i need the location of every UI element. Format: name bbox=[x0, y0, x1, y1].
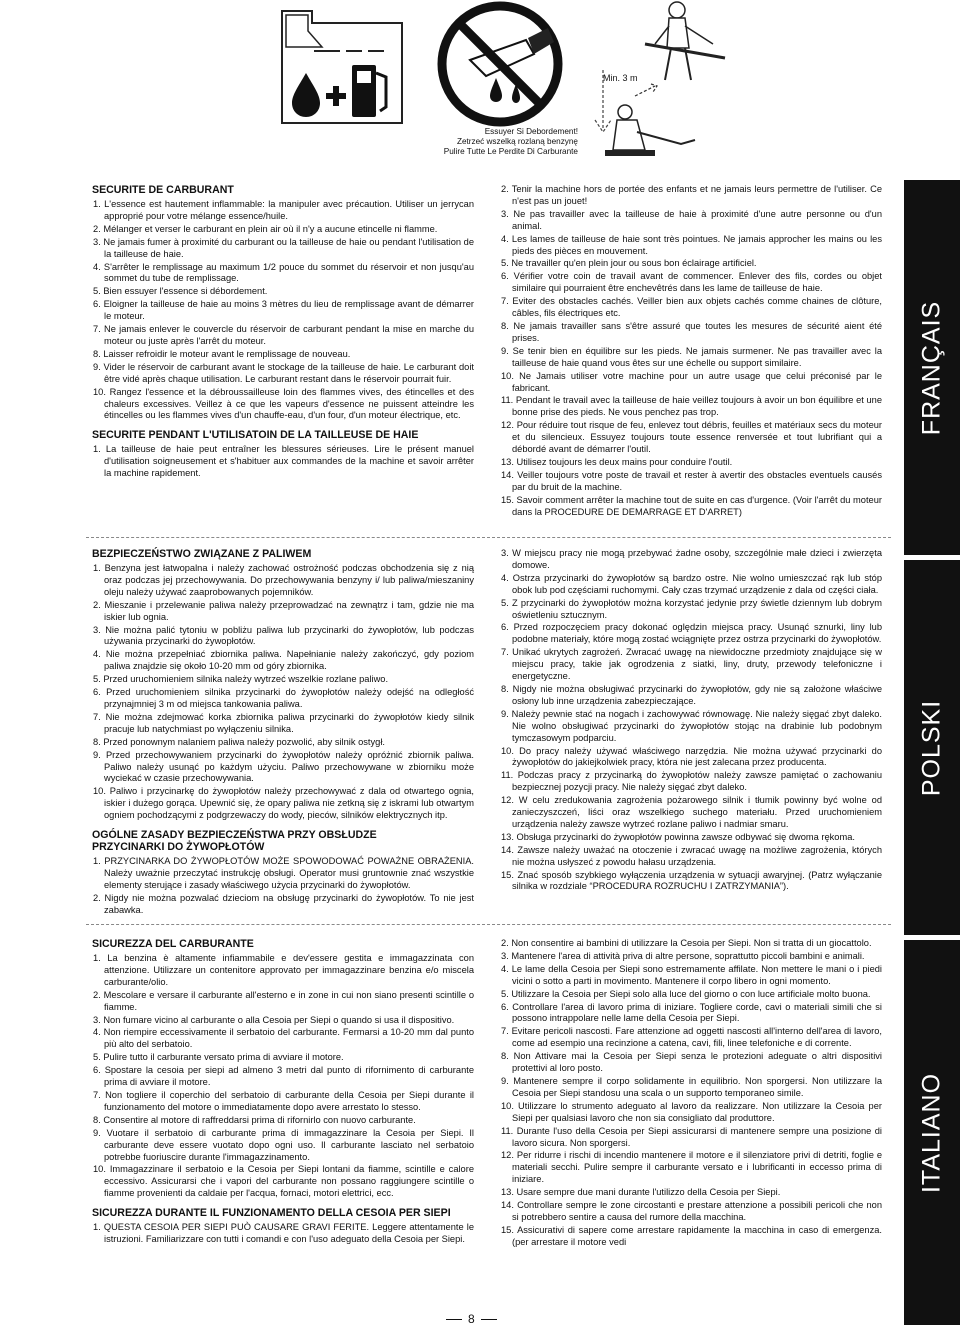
fuel-safety-heading: SECURITE DE CARBURANT bbox=[92, 184, 234, 196]
list-item: 10. Ne Jamais utiliser votre machine pour un autre usage que celui préconisé par le fabricant. bbox=[501, 370, 882, 393]
list-item: 5. Utilizzare la Cesoia per Siepi solo alla luce del giorno o con luce artificiale molto buona. bbox=[501, 988, 871, 999]
list-item: 7. Nie można zdejmować korka zbiornika paliwa przycinarki do żywopłotów kiedy silnik pracuje lub natychmiast po wyłączeniu silnika. bbox=[93, 711, 474, 734]
list-item: 1. PRZYCINARKA DO ŻYWOPŁOTÓW MOŻE SPOWODOWAĆ POWAŻNE OBRAŻENIA. Należy uważnie przeczytać instrukcję obsługi. Operator musi gruntownie znać wszystkie elementy sterujące i zasady właściwego użycia przycinarki do żywopłotów. bbox=[93, 856, 474, 890]
polish-right-column bbox=[500, 548, 882, 894]
list-item: 8. Non Attivare mai la Cesoia per Siepi senza le protezioni adeguate o altri dispositivi protettivi al loro posto. bbox=[501, 1051, 882, 1074]
language-tab-french bbox=[904, 180, 960, 555]
list-item: 6. Przed rozpoczęciem pracy dokonać oględzin miejsca pracy. Usunąć sznurki, liny lub podobne materiały, które mogą zostać wciągnięte przez ostrza przycinarki do żywopłotów. bbox=[501, 622, 882, 645]
list-item: 5. Z przycinarki do żywopłotów można korzystać jedynie przy świetle dziennym lub dobrym oświetleniu sztucznym. bbox=[501, 597, 882, 620]
list-item: 1. La benzina è altamente infiammabile e dev'essere gestita e immagazzinata con attenzione. Utilizzare un contenitore approvato per immagazzinare benzina e/o miscela carburante/olio. bbox=[93, 953, 474, 987]
operation-safety-list bbox=[92, 856, 474, 917]
caption-line-fr: Essuyer Si Debordement! bbox=[484, 127, 578, 136]
operation-safety-list-continued bbox=[500, 548, 882, 893]
operation-safety-heading: OGÓLNE ZASADY BEZPIECZEŃSTWA PRZY OBSŁUDZE bbox=[92, 829, 377, 842]
section-divider bbox=[86, 924, 891, 925]
french-right-column bbox=[500, 184, 882, 519]
illustration-caption bbox=[380, 127, 578, 157]
page-number-dash-left bbox=[446, 1319, 462, 1320]
list-item: 7. Non togliere il coperchio del serbatoio di carburante della Cesoia per Siepi durante il funzionamento del motore o immediatamente dopo avere arrestato lo stesso. bbox=[93, 1089, 474, 1112]
list-item: 4. Nie można przepełniać zbiornika paliwa. Napełnianie należy zakończyć, gdy poziom paliwa znajdzie się około 10-20 mm od góry zbiornika. bbox=[93, 649, 474, 672]
list-item: 4. Ostrza przycinarki do żywopłotów są bardzo ostre. Nie wolno umieszczać rąk lub stóp obok lub pod częściami ruchomymi. Cały czas trzymać urządzenie z dala od części ciała. bbox=[501, 572, 882, 595]
list-item: 2. Nigdy nie można pozwalać dzieciom na obsługę przycinarki do żywopłotów. To nie jest zabawka. bbox=[93, 892, 474, 915]
list-item: 1. Benzyna jest łatwopalna i należy zachować ostrożność podczas obchodzenia się z nią oraz podczas jej przechowywania. Do przechowywania benzyny i/ lub paliwa/mieszaniny oleju należy używać zaaprobowanych pojemników. bbox=[93, 563, 474, 597]
list-item: 5. Bien essuyer l'essence si débordement. bbox=[93, 286, 268, 297]
list-item: 8. Przed ponownym nalaniem paliwa należy pozwolić, aby silnik ostygł. bbox=[93, 736, 385, 747]
fuel-safety-list bbox=[92, 953, 474, 1200]
operation-safety-heading: SICUREZZA DURANTE IL FUNZIONAMENTO DELLA CESOIA PER SIEPI bbox=[92, 1207, 451, 1220]
fuel-safety-list bbox=[92, 563, 474, 822]
list-item: 10. Immagazzinare il serbatoio e la Cesoia per Siepi lontani da fiamme, scintille e calore eccessivo. Assicurarsi che i vapori del carburante non possano raggiungere scintille o fiamme provenienti da caldaie per l'acqua, fornaci, motori elettrici, ecc. bbox=[93, 1164, 474, 1199]
list-item: 9. Vider le réservoir de carburant avant le stockage de la tailleuse de haie. Le carburant doit être vidé après chaque utilisation. Le carburant restant dans le réservoir pourrait fuir. bbox=[93, 361, 474, 384]
language-label-polish: POLSKI bbox=[917, 699, 946, 796]
list-item: 8. Nigdy nie można obsługiwać przycinarki do żywopłotów, gdy nie są założone właściwe osłony lub inne urządzenia zabezpieczające. bbox=[501, 683, 882, 706]
list-item: 4. S'arrêter le remplissage au maximum 1/2 pouce du sommet du réservoir et non jusqu'au sommet du tube de remplissage. bbox=[93, 261, 474, 284]
italian-left-column bbox=[92, 938, 474, 1247]
list-item: 12. W celu zredukowania zagrożenia pożarowego silnik i tłumik powinny być wolne od zanieczyszczeń, liści oraz wszelkiego suchego materiału. Przed uruchomieniem urządzenia należy zawsze wytrzeć rozlane paliwo i nadmiar smaru. bbox=[501, 795, 882, 829]
list-item: 8. Consentire al motore di raffreddarsi prima di rifornirlo con nuovo carburante. bbox=[93, 1114, 416, 1125]
page-number bbox=[440, 1312, 503, 1326]
fuel-safety-heading: SICUREZZA DEL CARBURANTE bbox=[92, 938, 254, 950]
list-item: 3. W miejscu pracy nie mogą przebywać żadne osoby, szczególnie małe dzieci i zwierzęta domowe. bbox=[501, 548, 882, 570]
list-item: 11. Podczas pracy z przycinarką do żywopłotów należy zawsze pamiętać o zachowaniu bezpiecznej pozycji pracy. Nie należy sięgać zbyt daleko. bbox=[501, 770, 882, 793]
list-item: 1. QUESTA CESOIA PER SIEPI PUÒ CAUSARE GRAVI FERITE. Leggere attentamente le istruzioni. Familiarizzare con tutti i comandi e con l'uso adeguato della Cesoia per Siepi. bbox=[93, 1222, 474, 1245]
list-item: 9. Vuotare il serbatoio di carburante prima di immagazzinare la Cesoia per Siepi. Il carburante deve essere vuotato dopo ogni uso. Il carburante lasciato nel serbatoio potrebbe fuoriuscire durante l'immagazzinamento. bbox=[93, 1127, 474, 1162]
italian-right-column bbox=[500, 938, 882, 1250]
list-item: 7. Eviter des obstacles cachés. Veiller bien aux objets cachés comme chaines de clôture, câbles, fils électriques etc. bbox=[501, 296, 882, 319]
french-left-column bbox=[92, 184, 474, 481]
list-item: 14. Veiller toujours votre poste de travail et rester à avertir des obstacles eventuels causés par du bruit de la machine. bbox=[501, 469, 882, 492]
list-item: 9. Mantenere sempre il corpo solidamente in equilibrio. Non sporgersi. Non utilizzare la Cesoia per Siepi standosu una scala o un supporto temporaneo simile. bbox=[501, 1075, 882, 1098]
section-divider bbox=[86, 537, 891, 538]
page-number-dash-right bbox=[481, 1319, 497, 1320]
list-item: 4. Non riempire eccessivamente il serbatoio del carburante. Fermarsi a 10-20 mm dal punto più alto del serbatoio. bbox=[93, 1027, 474, 1050]
list-item: 5. Ne travailler qu'en plein jour ou sous bon éclairage artificiel. bbox=[501, 258, 757, 269]
language-label-italian: ITALIANO bbox=[917, 1072, 946, 1193]
polish-left-column bbox=[92, 548, 474, 918]
list-item: 13. Usare sempre due mani durante l'utilizzo della Cesoia per Siepi. bbox=[501, 1187, 781, 1198]
operation-safety-list bbox=[92, 444, 474, 480]
list-item: 9. Należy pewnie stać na nogach i zachowywać równowagę. Nie należy sięgać zbyt daleko. Nie wolno obsługiwać przycinarki do żywopłotów stojąc na drabinie lub podobnym tymczasowym podparciu. bbox=[501, 708, 882, 743]
list-item: 2. Mélanger et verser le carburant en plein air où il n'y a aucune etincelle ni flamme. bbox=[93, 223, 438, 234]
fuel-safety-list bbox=[92, 199, 474, 422]
caption-line-it: Pulire Tutte Le Perdite Di Carburante bbox=[443, 147, 578, 156]
list-item: 6. Vérifier votre coin de travail avant de commencer. Enlever des fils, cordes ou objet similaire qui pourraient être enchevêtrés dans les lame de tailleuse de haie. bbox=[501, 271, 882, 294]
list-item: 9. Przed przechowywaniem przycinarki do żywopłotów należy opróżnić zbiornik paliwa. Paliwo należy usunąć po każdym użyciu. Paliwo przechowywane w zbiorniku może wyciekać w czasie przechowywania. bbox=[93, 749, 474, 784]
list-item: 6. Eloigner la tailleuse de haie au moins 3 mètres du lieu de remplissage avant de démarrer le moteur. bbox=[93, 299, 474, 322]
list-item: 1. La tailleuse de haie peut entraîner les blessures sérieuses. Lire le présent manuel d'utilisation soigneusement et s'habituer aux commandes de la machine et savoir arrêter la machine rapidement. bbox=[93, 444, 474, 479]
list-item: 6. Spostare la cesoia per siepi ad almeno 3 metri dal punto di rifornimento di carburante prima di avviare il motore. bbox=[93, 1065, 474, 1088]
operation-safety-heading-line2: PRZYCINARKI DO ŻYWOPŁOTÓW bbox=[92, 841, 265, 854]
list-item: 5. Przed uruchomieniem silnika należy wytrzeć wszelkie rozlane paliwo. bbox=[93, 674, 389, 685]
list-item: 2. Mieszanie i przelewanie paliwa należy przeprowadzać na zewnątrz i tam, gdzie nie ma iskier lub ognia. bbox=[93, 599, 474, 622]
list-item: 12. Per ridurre i rischi di incendio mantenere il motore e il silenziatore privi di detriti, foglie e materiali secchi. Pulire sempre il carburante versato e i lubrificanti in eccesso prima di iniziare. bbox=[501, 1150, 882, 1185]
list-item: 2. Mescolare e versare il carburante all'esterno e in zone in cui non siano presenti scintille o fiamme. bbox=[93, 989, 474, 1012]
list-item: 6. Controllare l'area di lavoro prima di iniziare. Togliere corde, cavi o materiali simili che si possono intrappolare nelle lame della Cesoia per Siepi. bbox=[501, 1001, 882, 1024]
page-number-value: 8 bbox=[468, 1312, 475, 1326]
list-item: 3. Non fumare vicino al carburante o alla Cesoia per Siepi o quando si usa il dispositivo. bbox=[93, 1014, 455, 1025]
fuel-safety-heading: BEZPIECZEŃSTWO ZWIĄZANE Z PALIWEM bbox=[92, 548, 312, 560]
language-tab-polish bbox=[904, 560, 960, 935]
list-item: 2. Non consentire ai bambini di utilizzare la Cesoia per Siepi. Non si tratta di un giocattolo. bbox=[501, 938, 872, 948]
list-item: 15. Znać sposób szybkiego wyłączenia urządzenia w sytuacji awaryjnej. (Patrz wyłączanie silnika w rozdziale “PROCEDURA ROZRUCHU I ZATRZYMANIA”). bbox=[501, 869, 882, 892]
language-tab-italian bbox=[904, 940, 960, 1325]
list-item: 11. Durante l'uso della Cesoia per Siepi assicurarsi di mantenere sempre una posizione di lavoro sicura. Non sporgersi. bbox=[501, 1125, 882, 1148]
distance-label: Min. 3 m bbox=[603, 73, 638, 83]
operation-safety-list-continued bbox=[500, 184, 882, 518]
list-item: 14. Controllare sempre le zone circostanti e prestare attenzione a possibili pericoli che non si potrebbero sentire a causa del rumore della macchina. bbox=[501, 1200, 882, 1222]
list-item: 9. Se tenir bien en équilibre sur les pieds. Ne jamais surmener. Ne pas travailler avec la tailleuse de haie quand vous êtes sur une échelle ou support similaire. bbox=[501, 345, 882, 368]
operation-safety-list bbox=[92, 1222, 474, 1246]
list-item: 7. Ne jamais enlever le couvercle du réservoir de carburant pendant la mise en marche du moteur ou juste après l'arrêt du moteur. bbox=[93, 324, 474, 346]
list-item: 8. Ne jamais travailler sans s'être assuré que toutes les mesures de sécurité aient été prises. bbox=[501, 320, 882, 343]
list-item: 10. Paliwo i przycinarkę do żywopłotów należy przechowywać z dala od otwartego ognia, iskier i dużego gorąca. Upewnić się, że opary paliwa nie zetkną się z iskrami lub otwartym ogniem pochodzącymi z podgrzewaczy do wody, pieców, silników elektrycznych itp. bbox=[93, 786, 474, 821]
list-item: 7. Evitare pericoli nascosti. Fare attenzione ad oggetti nascosti all'interno dell'area di lavoro, come ad esempio una recinzione a catena, cavi, fili, linee telefoniche e di corrente. bbox=[501, 1026, 882, 1049]
list-item: 5. Pulire tutto il carburante versato prima di avviare il motore. bbox=[93, 1052, 344, 1063]
fuel-can-icon bbox=[262, 3, 412, 128]
list-item: 10. Do pracy należy używać właściwego narzędzia. Nie można używać przycinarki do żywopłotów do jakiejkolwiek pracy, która nie jest zalecana przez producenta. bbox=[501, 745, 882, 768]
list-item: 15. Assicurativi di sapere come arrestare rapidamente la macchina in caso di emergenza. (per arrestare il motore vedi bbox=[501, 1224, 882, 1247]
operation-safety-heading: SECURITE PENDANT L'UTILISATOIN DE LA TAILLEUSE DE HAIE bbox=[92, 429, 419, 442]
list-item: 11. Pendant le travail avec la tailleuse de haie veillez toujours à avoir un bon équilibre et une bonne prise des pieds. Ne vous penchez pas trop. bbox=[501, 395, 882, 418]
list-item: 13. Utilisez toujours les deux mains pour conduire l'outil. bbox=[501, 456, 733, 467]
list-item: 3. Ne pas travailler avec la tailleuse de haie à proximité d'une autre personne ou d'un animal. bbox=[501, 208, 882, 231]
list-item: 14. Zawsze należy uważać na otoczenie i zwracać uwagę na możliwe zagrożenia, których nie można usłyszeć z powodu hałasu urządzenia. bbox=[501, 844, 882, 867]
list-item: 4. Les lames de tailleuse de haie sont très pointues. Ne jamais approcher les mains ou les pieds des pièces en mouvement. bbox=[501, 233, 882, 256]
list-item: 6. Przed uruchomieniem silnika przycinarki do żywopłotów należy odejść na odległość przynajmniej 3 m od miejsca tankowania paliwa. bbox=[93, 687, 474, 709]
operation-safety-list-continued bbox=[500, 938, 882, 1249]
list-item: 3. Nie można palić tytoniu w pobliżu paliwa lub przycinarki do żywopłotów, lub podczas używania przycinarki do żywopłotów. bbox=[93, 624, 474, 647]
list-item: 12. Pour réduire tout risque de feu, enlevez tout débris, feuilles et matériaux secs du moteur et du silencieux. Essuyez toujours toute essence renversée et tout lubrifiant qui a débordé avant de démarrer l'outil. bbox=[501, 420, 882, 455]
no-smoking-fuel-icon bbox=[430, 0, 570, 128]
list-item: 15. Savoir comment arrêter la machine tout de suite en cas d'urgence. (Voir l'arrêt du moteur dans la PROCEDURE DE DEMARRAGE ET D'ARRET) bbox=[501, 494, 882, 517]
list-item: 13. Obsługa przycinarki do żywopłotów powinna zawsze odbywać się dwoma rękoma. bbox=[501, 831, 855, 842]
list-item: 4. Le lame della Cesoia per Siepi sono estremamente affilate. Non mettere le mani o i piedi vicini o sotto a parti in movimento. Mantenere il corpo libero in ogni momento. bbox=[501, 963, 882, 986]
list-item: 3. Ne jamais fumer à proximité du carburant ou la tailleuse de haie ou pendant l'utilisation de la tailleuse de haie. bbox=[93, 236, 474, 259]
list-item: 1. L'essence est hautement inflammable: la manipuler avec précaution. Utiliser un jerrycan approprié pour votre mélange essence/huile. bbox=[93, 199, 474, 221]
list-item: 10. Rangez l'essence et la débroussailleuse loin des flammes vives, des étincelles et des chaleurs excessives. Veillez à ce que les vapeurs d'essence ne puissent atteindre les étincelles ou les flammes vives d'un chauffe-eau, d'un four, d'un moteur électrique, etc. bbox=[93, 386, 474, 421]
list-item: 8. Laisser refroidir le moteur avant le remplissage de nouveau. bbox=[93, 348, 351, 359]
list-item: 3. Mantenere l'area di attività priva di altre persone, soprattutto piccoli bambini e animali. bbox=[501, 950, 865, 961]
list-item: 7. Unikać ukrytych zagrożeń. Zwracać uwagę na niewidoczne przedmioty znajdujące się w miejscu pracy, takie jak ogrodzenia z siatki, liny, druty, przewody telefoniczne i energetyczne. bbox=[501, 647, 882, 682]
caption-line-pl: Zetrzeć wszelką rozlaną benzynę bbox=[456, 137, 578, 146]
language-label-french: FRANÇAIS bbox=[917, 300, 946, 435]
list-item: 10. Utilizzare lo strumento adeguato al lavoro da realizzare. Non utilizzare la Cesoia per Siepi per qualsiasi lavoro che non sia consigliato dal produttore. bbox=[501, 1100, 882, 1123]
list-item: 2. Tenir la machine hors de portée des enfants et ne jamais leurs permettre de l'utiliser. Ce n'est pas un jouet! bbox=[501, 184, 882, 206]
